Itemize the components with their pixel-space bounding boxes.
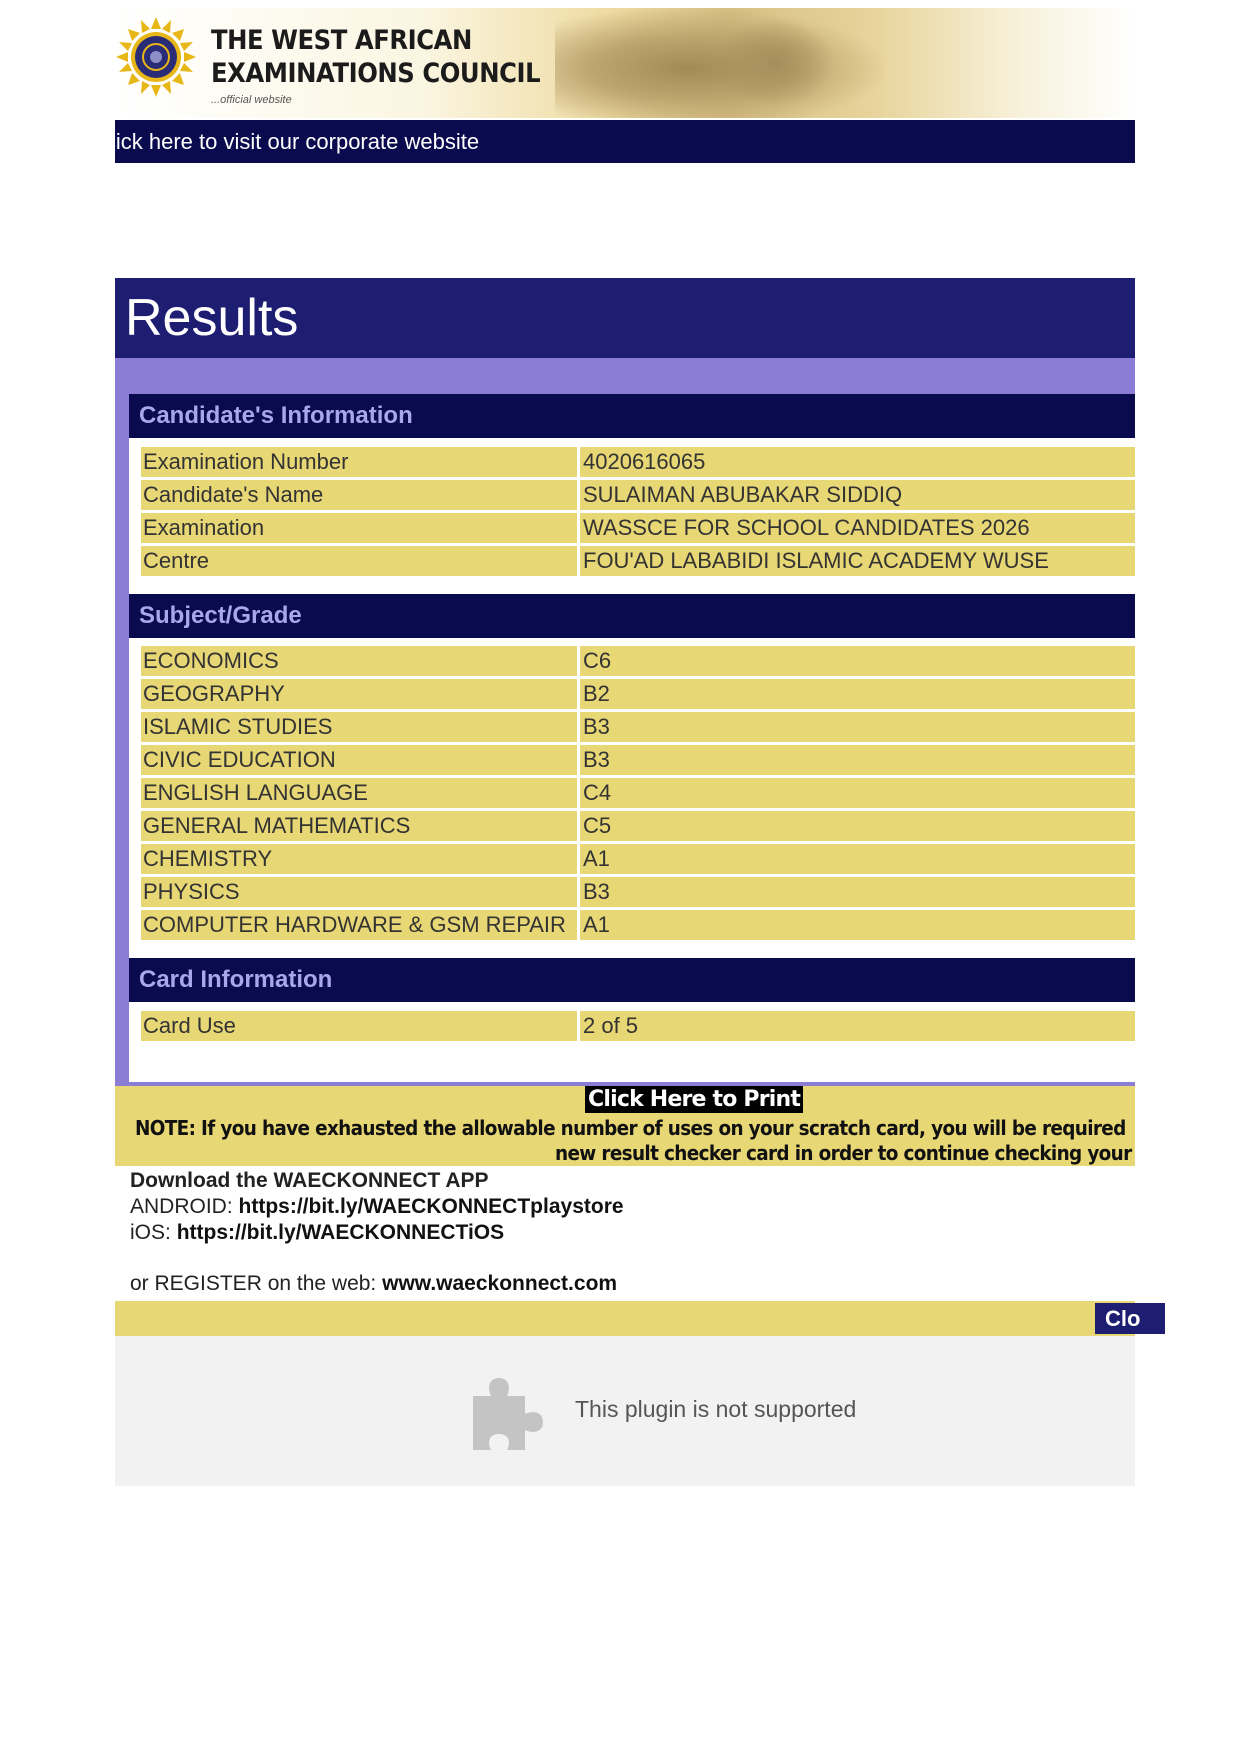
subject-grade: A1 [580, 910, 1135, 940]
table-row [141, 480, 1135, 510]
row-label: Examination [141, 513, 577, 543]
subject-grade-heading: Subject/Grade [129, 594, 1135, 638]
row-value: SULAIMAN ABUBAKAR SIDDIQ [580, 480, 1135, 510]
ios-label: iOS: [130, 1221, 177, 1244]
candidate-info-table [141, 447, 1135, 579]
row-label: Card Use [141, 1011, 577, 1041]
register-line [130, 1271, 1120, 1297]
card-info-heading: Card Information [129, 958, 1135, 1002]
organization-name [211, 24, 540, 90]
row-label: Candidate's Name [141, 480, 577, 510]
candidate-info-heading: Candidate's Information [129, 394, 1135, 438]
table-row [141, 712, 1135, 742]
table-row [141, 811, 1135, 841]
header-banner [115, 8, 1135, 118]
subject-grade: B3 [580, 712, 1135, 742]
table-row [141, 778, 1135, 808]
results-panel [115, 358, 1135, 1086]
register-label: or REGISTER on the web: [130, 1272, 383, 1295]
subject-grade: B3 [580, 877, 1135, 907]
row-value: 4020616065 [580, 447, 1135, 477]
register-link[interactable]: www.waeckonnect.com [382, 1272, 618, 1295]
subject-grade: A1 [580, 844, 1135, 874]
row-value: 2 of 5 [580, 1011, 1135, 1041]
card-info-table [141, 1011, 1135, 1044]
waec-logo-icon [115, 16, 197, 98]
subject-name: CIVIC EDUCATION [141, 745, 577, 775]
row-label: Centre [141, 546, 577, 576]
org-name-line2: EXAMINATIONS COUNCIL [211, 58, 541, 89]
results-title: Results [125, 289, 299, 347]
ios-line [130, 1220, 1120, 1246]
subject-grade: B2 [580, 679, 1135, 709]
table-row [141, 910, 1135, 940]
table-row [141, 447, 1135, 477]
close-button[interactable]: Clo [1095, 1303, 1165, 1334]
subject-grade: C4 [580, 778, 1135, 808]
row-value: WASSCE FOR SCHOOL CANDIDATES 2026 [580, 513, 1135, 543]
table-row [141, 1011, 1135, 1041]
subject-name: GEOGRAPHY [141, 679, 577, 709]
table-row [141, 546, 1135, 576]
android-link[interactable]: https://bit.ly/WAECKONNECTplaystore [238, 1195, 624, 1218]
org-tagline: ...official website [211, 94, 292, 106]
note-text-line1: NOTE: If you have exhausted the allowable number of uses on your scratch card, you will be required [135, 1116, 1126, 1140]
print-button[interactable]: Click Here to Print [585, 1086, 803, 1113]
banner-photo-detail [715, 18, 835, 108]
ios-link[interactable]: https://bit.ly/WAECKONNECTiOS [176, 1221, 505, 1244]
row-label: Examination Number [141, 447, 577, 477]
results-content [129, 394, 1135, 1082]
table-row [141, 679, 1135, 709]
print-note-area [115, 1086, 1135, 1166]
table-row [141, 844, 1135, 874]
table-row [141, 745, 1135, 775]
table-row [141, 646, 1135, 676]
table-row [141, 877, 1135, 907]
subject-grade-table [141, 646, 1135, 943]
subject-name: PHYSICS [141, 877, 577, 907]
plugin-placeholder [115, 1336, 1135, 1486]
corporate-website-link[interactable] [111, 120, 1135, 163]
subject-name: ENGLISH LANGUAGE [141, 778, 577, 808]
app-heading: Download the WAECKONNECT APP [130, 1169, 489, 1192]
subject-name: CHEMISTRY [141, 844, 577, 874]
row-value: FOU'AD LABABIDI ISLAMIC ACADEMY WUSE [580, 546, 1135, 576]
subject-grade: C6 [580, 646, 1135, 676]
results-header [115, 278, 1135, 358]
subject-name: GENERAL MATHEMATICS [141, 811, 577, 841]
subject-grade: B3 [580, 745, 1135, 775]
close-bar [115, 1301, 1141, 1336]
android-line [130, 1194, 1120, 1220]
note-text-line2: new result checker card in order to continue checking your [555, 1141, 1132, 1165]
android-label: ANDROID: [130, 1195, 239, 1218]
subject-name: ISLAMIC STUDIES [141, 712, 577, 742]
subject-grade: C5 [580, 811, 1135, 841]
org-name-line1: THE WEST AFRICAN [211, 25, 472, 56]
subject-name: COMPUTER HARDWARE & GSM REPAIR [141, 910, 577, 940]
app-download-info [130, 1168, 1120, 1297]
puzzle-piece-icon [465, 1374, 545, 1454]
corporate-link-text[interactable]: lick here to visit our corporate website [111, 129, 480, 154]
plugin-message: This plugin is not supported [575, 1396, 857, 1422]
table-row [141, 513, 1135, 543]
subject-name: ECONOMICS [141, 646, 577, 676]
